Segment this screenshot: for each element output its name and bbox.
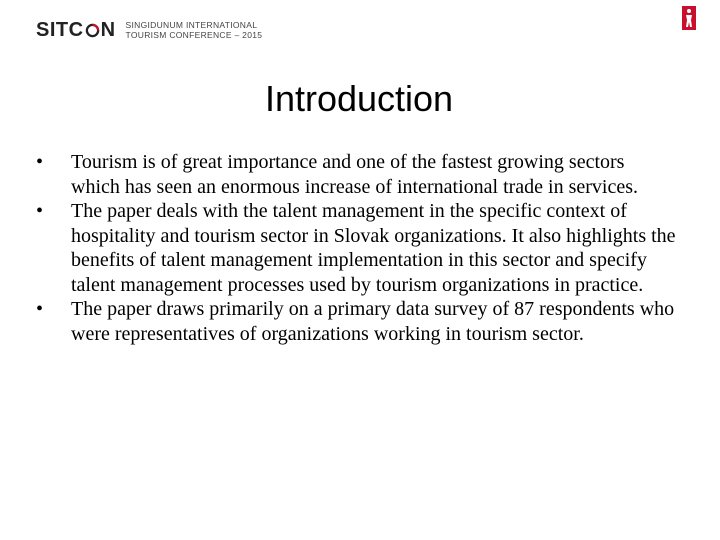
bullet-text: The paper deals with the talent management in the specific context of hospitality and tourism sector in Slovak organizations. It also highlights the benefits of talent management implementation in this sector and specify talent management processes used by tourism organizations in practice.	[71, 200, 676, 296]
bullet-text: Tourism is of great importance and one of the fastest growing sectors which has seen an enormous increase of international trade in services.	[71, 151, 639, 198]
logo-text-start: SITC	[36, 18, 84, 41]
logo-wordmark	[36, 19, 116, 42]
logo-text-end: N	[100, 18, 116, 41]
bullet-item	[36, 297, 676, 346]
sitcon-logo	[36, 18, 262, 42]
bullet-list	[36, 150, 676, 346]
logo-subtitle	[126, 20, 263, 40]
bullet-item	[36, 150, 676, 199]
logo-ring-icon	[85, 23, 100, 38]
bullet-text: The paper draws primarily on a primary data survey of 87 respondents who were representatives of organizations working in tourism sector.	[71, 298, 675, 345]
slide-title: Introduction	[264, 78, 454, 119]
logo-subtitle-line1: SINGIDUNUM INTERNATIONAL	[125, 20, 258, 30]
university-emblem-icon	[682, 6, 696, 30]
bullet-item	[36, 199, 676, 297]
bullet-marker: •	[36, 151, 44, 173]
bullet-marker: •	[36, 298, 44, 320]
logo-subtitle-line2: TOURISM CONFERENCE – 2015	[125, 30, 263, 40]
bullet-marker: •	[36, 200, 44, 222]
